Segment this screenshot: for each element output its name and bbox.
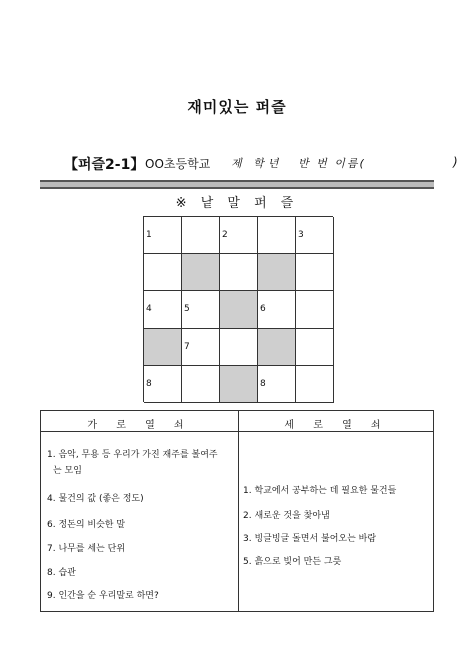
class-number-name-field: 반 번 이름( <box>298 157 366 170</box>
across-clues-heading: 가 로 열 쇠 <box>87 420 192 431</box>
puzzle-cell[interactable] <box>296 217 334 254</box>
puzzle-title: ※ 낱 말 퍼 즐 <box>175 196 299 211</box>
across-clue: 9. 인간을 순 우리말로 하면? <box>47 591 159 601</box>
across-clue: 4. 물건의 값 (좋은 정도) <box>47 494 144 504</box>
page-title: 재미있는 퍼즐 <box>187 98 287 116</box>
puzzle-cell[interactable] <box>258 291 296 328</box>
puzzle-cell[interactable] <box>144 291 182 328</box>
puzzle-cell[interactable] <box>258 217 296 254</box>
puzzle-cell[interactable] <box>144 366 182 403</box>
blocked-cell <box>220 366 258 403</box>
cell-number: 1 <box>146 230 152 240</box>
blocked-cell <box>182 254 220 291</box>
clue-table <box>40 410 434 612</box>
blocked-cell <box>258 254 296 291</box>
cell-number: 4 <box>146 304 152 315</box>
puzzle-cell[interactable] <box>182 291 220 328</box>
clue-header-divider <box>41 431 433 432</box>
blocked-cell <box>220 291 258 328</box>
worksheet-header <box>40 154 458 176</box>
down-clue: 1. 학교에서 공부하는 데 필요한 물건들 <box>243 486 397 496</box>
blocked-cell <box>258 329 296 366</box>
header-divider <box>40 180 434 189</box>
down-clues-heading: 세 로 열 쇠 <box>284 420 389 431</box>
across-clue: 는 모임 <box>53 466 82 476</box>
puzzle-cell[interactable] <box>182 217 220 254</box>
cell-number: 7 <box>184 341 190 352</box>
across-clue: 6. 정돈의 비슷한 말 <box>47 520 126 530</box>
puzzle-cell[interactable] <box>144 217 182 254</box>
cell-number: 5 <box>184 304 190 315</box>
puzzle-cell[interactable] <box>182 329 220 366</box>
down-clue: 5. 흙으로 빚어 만든 그릇 <box>243 557 342 567</box>
school-name: OO초등학교 <box>145 157 211 171</box>
puzzle-cell[interactable] <box>296 329 334 366</box>
across-clue: 7. 나무를 세는 단위 <box>47 544 126 554</box>
clue-column-divider <box>238 411 239 611</box>
puzzle-cell[interactable] <box>296 366 334 403</box>
puzzle-cell[interactable] <box>144 254 182 291</box>
puzzle-cell[interactable] <box>296 291 334 328</box>
puzzle-cell[interactable] <box>220 329 258 366</box>
puzzle-cell[interactable] <box>258 366 296 403</box>
cell-number: 8 <box>146 378 152 389</box>
down-clue: 2. 새로운 것을 찾아냄 <box>243 511 330 521</box>
puzzle-cell[interactable] <box>182 366 220 403</box>
across-clue: 1. 음악, 무용 등 우리가 가진 재주를 볼여주 <box>47 450 218 460</box>
puzzle-cell[interactable] <box>220 217 258 254</box>
puzzle-cell[interactable] <box>220 254 258 291</box>
cell-number: 8 <box>260 378 266 389</box>
blocked-cell <box>144 329 182 366</box>
cell-number: 2 <box>222 230 228 240</box>
down-clue: 3. 빙글빙글 돌면서 불어오는 바람 <box>243 534 377 544</box>
name-field-close: ) <box>453 155 458 169</box>
crossword-grid <box>143 216 333 402</box>
cell-number: 3 <box>298 230 304 240</box>
cell-number: 6 <box>260 304 266 315</box>
puzzle-cell[interactable] <box>296 254 334 291</box>
puzzle-label: 【퍼즐2-1】 <box>64 157 145 173</box>
across-clue: 8. 습관 <box>47 568 76 578</box>
grade-field: 제 학년 <box>231 157 283 170</box>
